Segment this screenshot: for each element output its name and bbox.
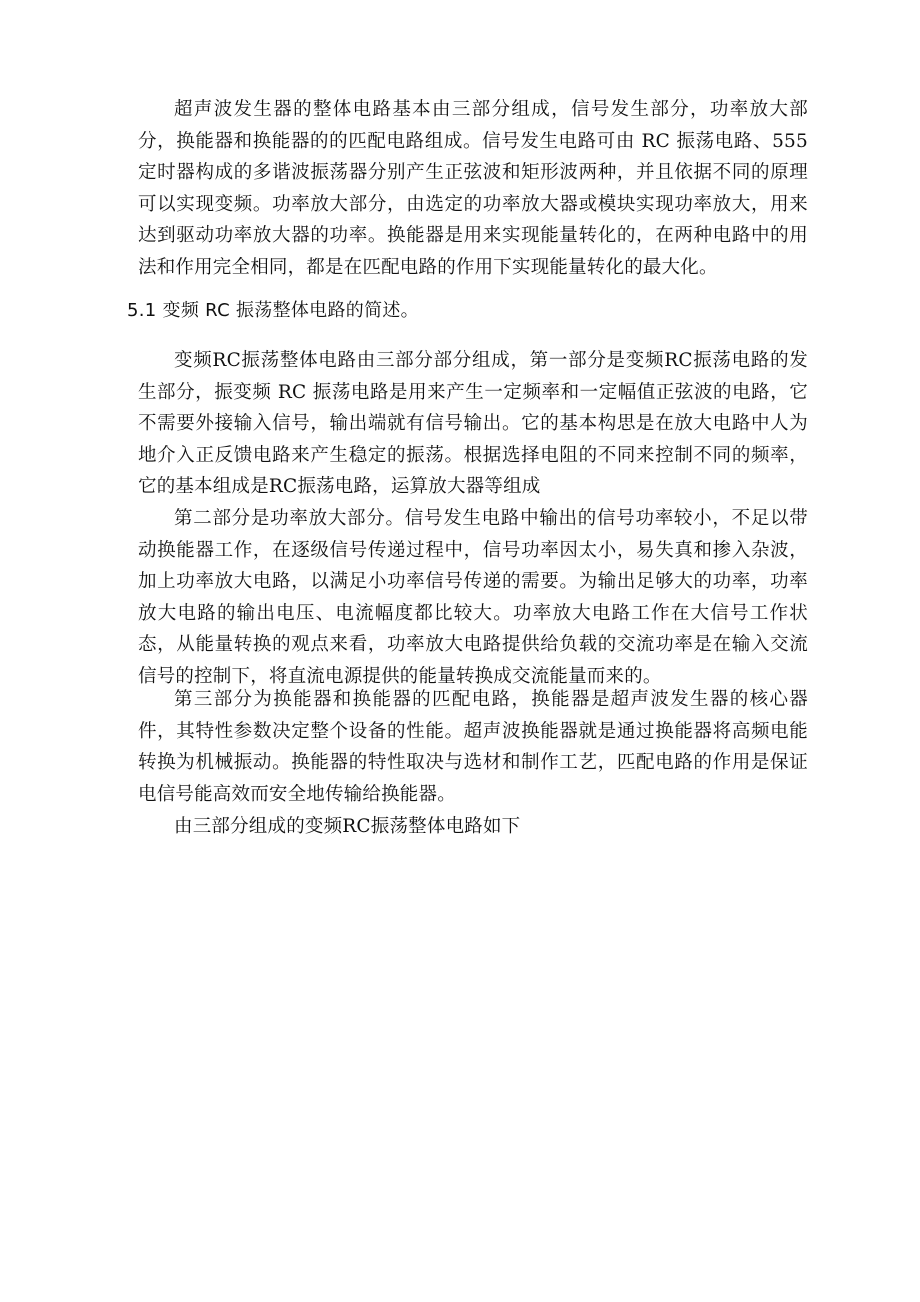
closing-paragraph: 由三部分组成的变频RC振荡整体电路如下 <box>174 816 521 837</box>
part-two-paragraph: 第二部分是功率放大部分。信号发生电路中输出的信号功率较小，不足以带动换能器工作，在逐级信号传递过程中，信号功率因太小，易失真和掺入杂波，加上功率放大电路，以满足小功率信号传递的需要。为输出足够大的功率，功率放大电路的输出电压、电流幅度都比较大。功率放大电路工作在大信号工作状态，从能量转换的观点来看，功率放大电路提供给负载的交流功率是在输入交流信号的控制下，将直流电源提供的能量转换成交流能量而来的。 <box>138 508 808 687</box>
section-heading: 5.1 变频 RC 振荡整体电路的简述。 <box>127 300 419 321</box>
part-three-paragraph: 第三部分为换能器和换能器的匹配电路，换能器是超声波发生器的核心器 件，其特性参数决定整个设备的性能。超声波换能器就是通过换能器将高频电能 转换为机械振动。换能器的特性取决与选材和制作工艺，匹配电路的作用是保证 电信号能高效而安全地传输给换能器。 <box>138 689 808 805</box>
part-one-paragraph: 变频RC振荡整体电路由三部分部分组成，第一部分是变频RC振荡电路的发生部分，振变频 RC 振荡电路是用来产生一定频率和一定幅值正弦波的电路，它不需要外接输入信号，输出端就有信号输出。它的基本构思是在放大电路中人为地介入正反馈电路来产生稳定的振荡。根据选择电阻的不同来控制不同的频率，它的基本组成是RC振荡电路，运算放大器等组成 <box>138 350 808 498</box>
intro-paragraph: 超声波发生器的整体电路基本由三部分组成，信号发生部分，功率放大部分，换能器和换能器的的匹配电路组成。信号发生电路可由 RC 振荡电路、555 定时器构成的多谐波振荡器分别产生正弦波和矩形波两种，并且依据不同的原理可以实现变频。功率放大部分，由选定的功率放大器或模块实现功率放大，用来达到驱动功率放大器的功率。换能器是用来实现能量转化的，在两种电路中的用法和作用完全相同，都是在匹配电路的作用下实现能量转化的最大化。 <box>138 99 808 278</box>
